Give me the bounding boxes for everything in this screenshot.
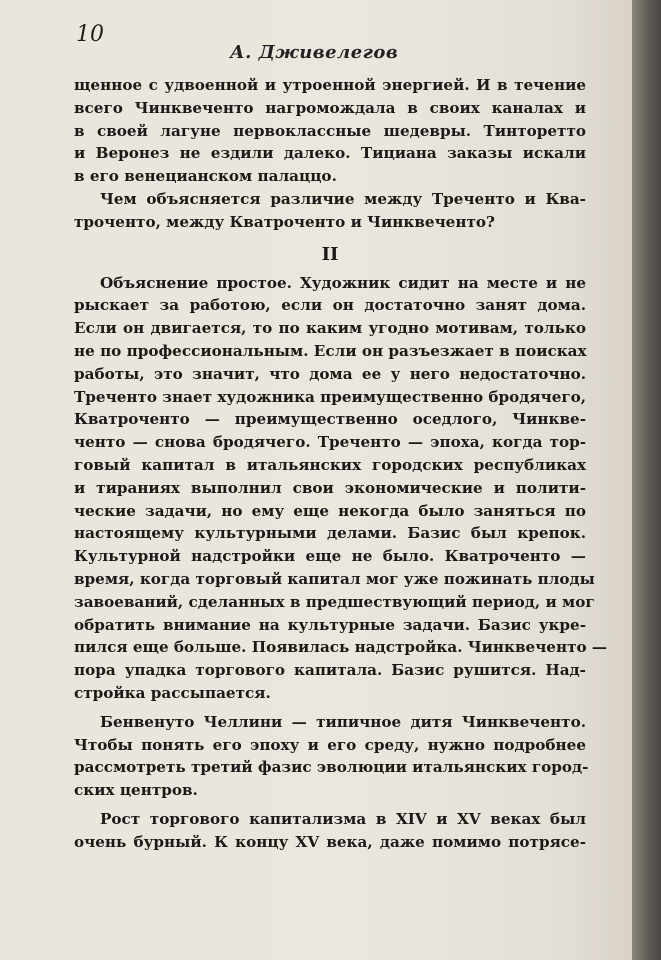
- paragraph: [74, 711, 589, 802]
- text-line: ческие задачи, но ему еще некогда было заняться по: [74, 501, 586, 520]
- text-line: пился еще больше. Появилась надстройка. Чинквеченто —: [74, 638, 608, 657]
- text-line: рассмотреть третий фазис эволюции итальянских город-: [74, 758, 589, 777]
- text-line: Чтобы понять его эпоху и его среду, нужно подробнее: [74, 735, 586, 754]
- paragraph: [74, 272, 608, 705]
- page-header: [70, 20, 590, 70]
- text-line: Бенвенуто Челлини — типичное дитя Чинквеченто.: [100, 712, 586, 731]
- page-number: 10: [76, 22, 104, 47]
- text-line: завоеваний, сделанных в предшествующий период, и мог: [74, 592, 595, 611]
- text-line: всего Чинквеченто нагромождала в своих каналах и: [74, 98, 586, 117]
- text-line: очень бурный. К концу XV века, даже помимо потрясе-: [74, 832, 586, 851]
- section-heading: II: [321, 243, 339, 265]
- text-line: обратить внимание на культурные задачи. Базис укре-: [74, 615, 586, 634]
- text-line: Кватроченто — преимущественно оседлого, Чинкве-: [74, 410, 586, 429]
- text-line: в своей лагуне первоклассные шедевры. Тинторетто: [74, 121, 586, 140]
- body-text: [74, 74, 608, 854]
- text-line: настоящему культурными делами. Базис был крепок.: [74, 524, 586, 543]
- text-line: Объяснение простое. Художник сидит на месте и не: [100, 273, 586, 292]
- paragraph: [74, 74, 586, 188]
- text-line: стройка рассыпается.: [74, 683, 271, 702]
- text-line: троченто, между Кватроченто и Чинквеченто?: [74, 212, 495, 231]
- text-line: Рост торгового капитализма в XIV и XV веках был: [100, 809, 586, 828]
- text-line: не по профессиональным. Если он разъезжает в поисках: [74, 341, 587, 360]
- running-head: А. Дживелегов: [230, 42, 399, 63]
- text-line: ских центров.: [74, 781, 198, 800]
- text-line: время, когда торговый капитал мог уже пожинать плоды: [74, 569, 595, 588]
- text-line: и Веронез не ездили далеко. Тициана заказы искали: [74, 144, 586, 163]
- text-line: ченто — снова бродячего. Треченто — эпоха, когда тор-: [74, 433, 586, 452]
- paragraph: [74, 188, 586, 234]
- text-line: работы, это значит, что дома ее у него недостаточно.: [74, 364, 586, 383]
- text-line: Треченто знает художника преимущественно бродячего,: [74, 387, 587, 406]
- text-line: Чем объясняется различие между Треченто и Ква-: [100, 189, 586, 208]
- text-line: Если он двигается, то по каким угодно мотивам, только: [74, 319, 586, 338]
- text-line: Культурной надстройки еще не было. Кватроченто —: [74, 547, 586, 566]
- paragraph: [74, 808, 586, 854]
- text-line: рыскает за работою, если он достаточно занят дома.: [74, 296, 586, 315]
- text-line: щенное с удвоенной и утроенной энергией. И в течение: [74, 76, 586, 94]
- text-line: пора упадка торгового капитала. Базис рушится. Над-: [74, 661, 586, 680]
- text-line: говый капитал в итальянских городских республиках: [74, 455, 586, 474]
- book-spine-edge: [632, 0, 661, 960]
- text-line: и тираниях выполнил свои экономические и полити-: [74, 478, 586, 497]
- text-line: в его венецианском палаццо.: [74, 167, 337, 186]
